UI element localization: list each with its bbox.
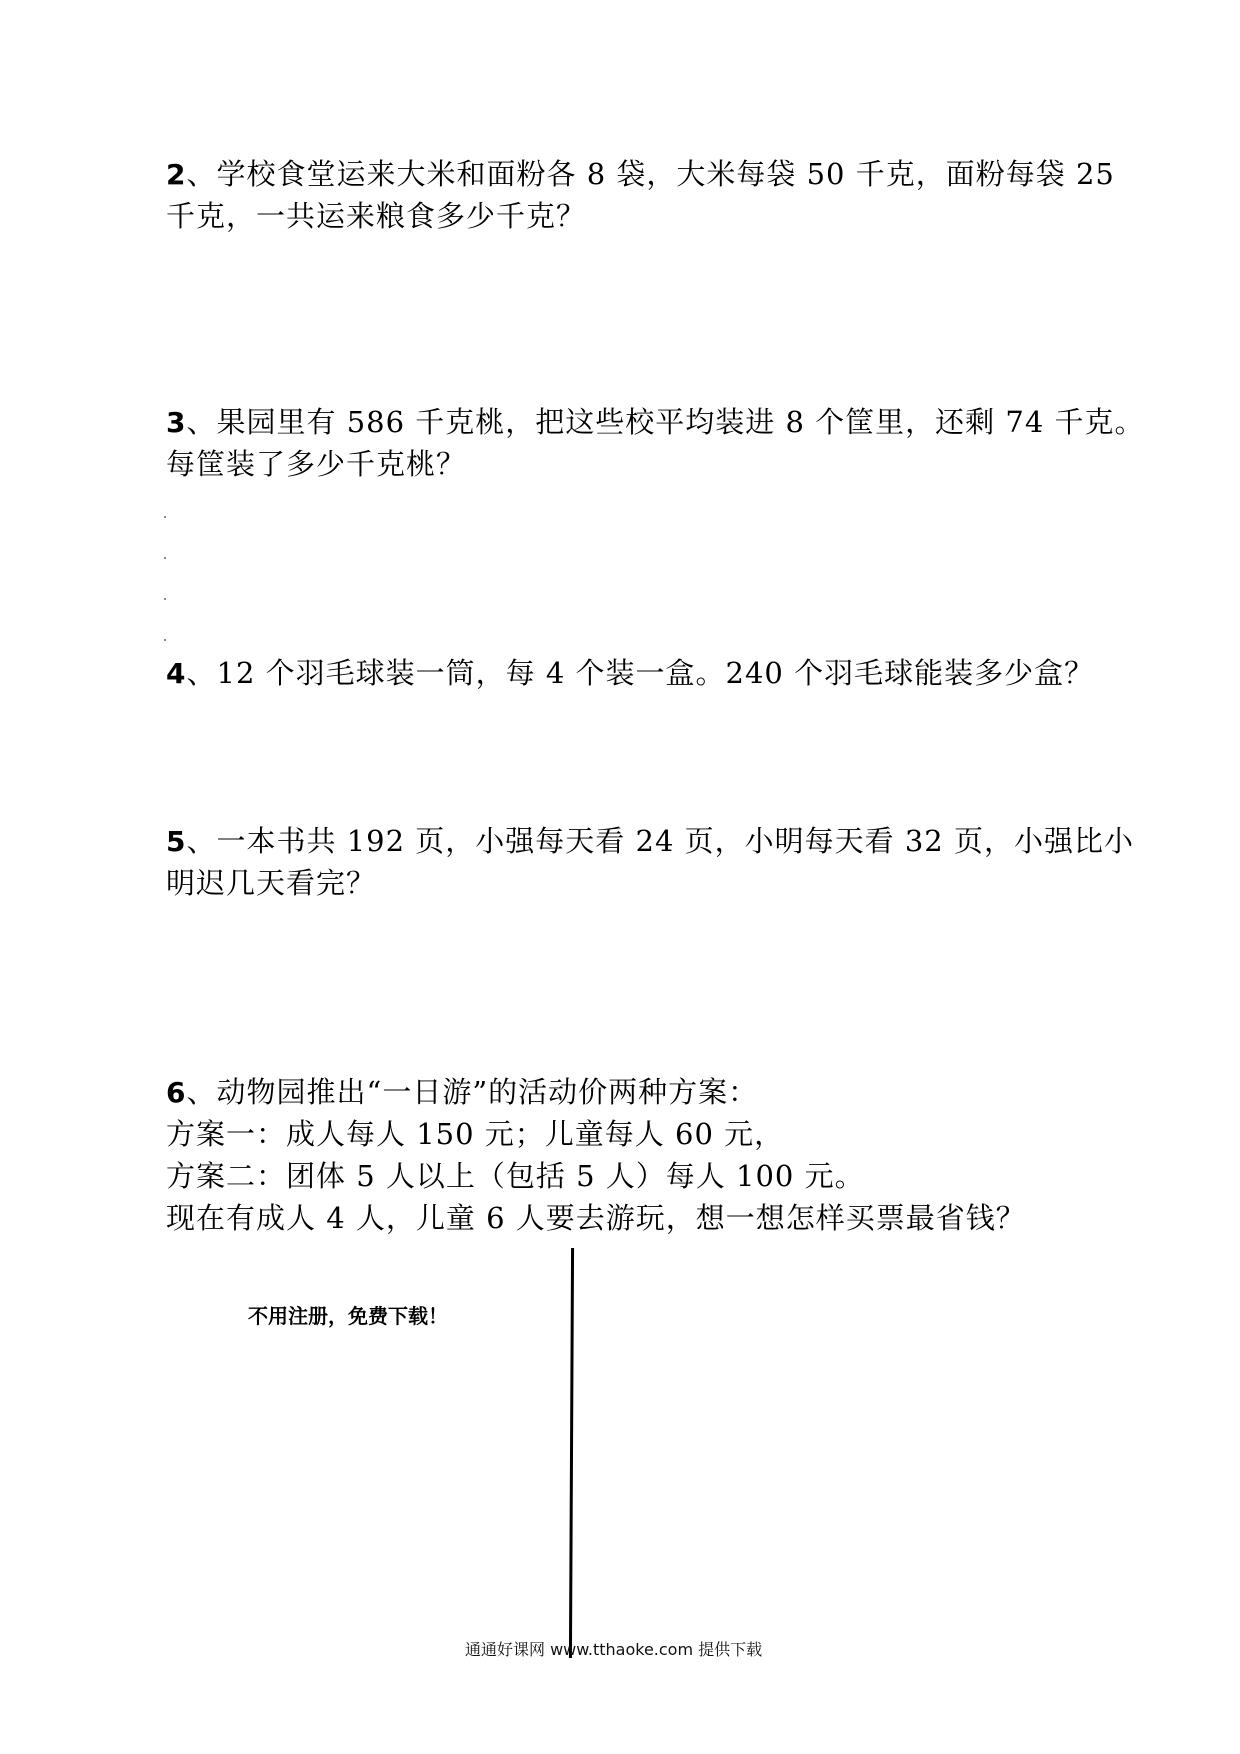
scan-dot	[164, 557, 166, 559]
problem-6-number: 6	[166, 1076, 187, 1109]
problem-3-number: 3	[166, 406, 187, 439]
footer-source: 通通好课网 www.tthaoke.com 提供下载	[465, 1640, 763, 1659]
problem-4-number: 4	[166, 657, 187, 690]
problem-6-line-3: 方案二：团体 5 人以上（包括 5 人）每人 100 元。	[166, 1159, 865, 1193]
problem-3-line-1: 3、果园里有 586 千克桃，把这些校平均装进 8 个筐里，还剩 74 千克。	[166, 405, 1145, 439]
problem-2-line-2: 千克，一共运来粮食多少千克？	[166, 199, 587, 233]
problem-6-line-4: 现在有成人 4 人，儿童 6 人要去游玩，想一想怎样买票最省钱？	[166, 1201, 1026, 1235]
problem-4-line-1: 4、12 个羽毛球装一筒，每 4 个装一盒。240 个羽毛球能装多少盒？	[166, 656, 1095, 690]
scan-dot	[164, 516, 166, 518]
problem-5-number: 5	[166, 825, 187, 858]
problem-5-line-2: 明迟几天看完？	[166, 866, 377, 900]
problem-2-line-1: 2、学校食堂运来大米和面粉各 8 袋，大米每袋 50 千克，面粉每袋 25	[166, 157, 1115, 191]
free-download-note: 不用注册，免费下载！	[248, 1304, 448, 1328]
problem-6-line-1: 6、动物园推出“一日游”的活动价两种方案：	[166, 1075, 759, 1109]
problem-3-line-2: 每筐装了多少千克桃？	[166, 447, 467, 481]
problem-6-line-2: 方案一：成人每人 150 元；儿童每人 60 元，	[166, 1117, 785, 1151]
problem-2-number: 2	[166, 158, 187, 191]
vertical-divider	[569, 1248, 574, 1658]
scan-dot	[164, 598, 166, 600]
scan-dot	[164, 639, 166, 641]
problem-5-line-1: 5、一本书共 192 页，小强每天看 24 页，小明每天看 32 页，小强比小	[166, 824, 1134, 858]
